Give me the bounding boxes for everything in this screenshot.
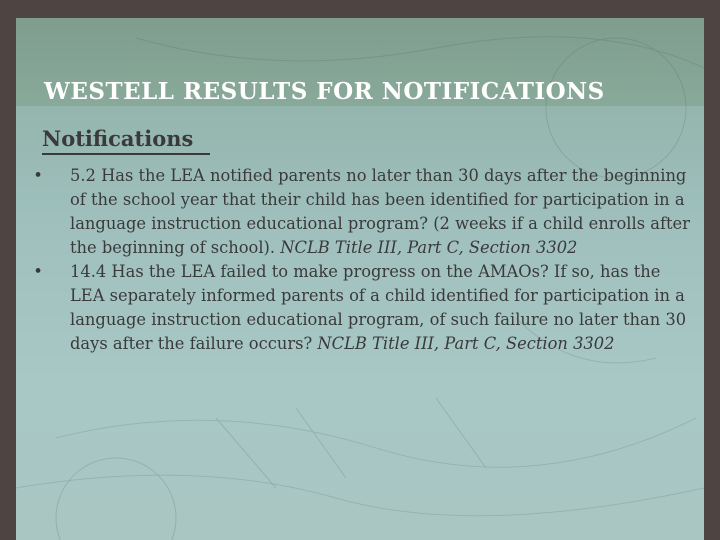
section-heading-underline bbox=[42, 153, 210, 155]
list-item bbox=[28, 164, 694, 260]
bullet-citation: NCLB Title III, Part C, Section 3302 bbox=[317, 334, 615, 353]
bullet-text: 14.4 Has the LEA failed to make progress on the AMAOs? If so, has the LEA separately informed parents of a child identified for participation in a language instruction educational program, of such failure no later than 30 days after the failure occurs? bbox=[70, 262, 687, 353]
bullet-text: 5.2 Has the LEA notified parents no later than 30 days after the beginning of the school year that their child has been identified for participation in a language instruction educational program? (2 weeks if a child enrolls after the beginning of school). bbox=[70, 166, 690, 257]
list-item bbox=[28, 260, 694, 356]
bullet-citation: NCLB Title III, Part C, Section 3302 bbox=[280, 238, 578, 257]
bullet-marker: • bbox=[33, 262, 43, 281]
bullet-marker: • bbox=[33, 166, 43, 185]
content-panel bbox=[16, 18, 704, 540]
section-heading: Notifications bbox=[42, 126, 194, 151]
slide-title: WESTELL RESULTS FOR NOTIFICATIONS bbox=[44, 78, 605, 105]
bullet-list bbox=[28, 164, 694, 356]
